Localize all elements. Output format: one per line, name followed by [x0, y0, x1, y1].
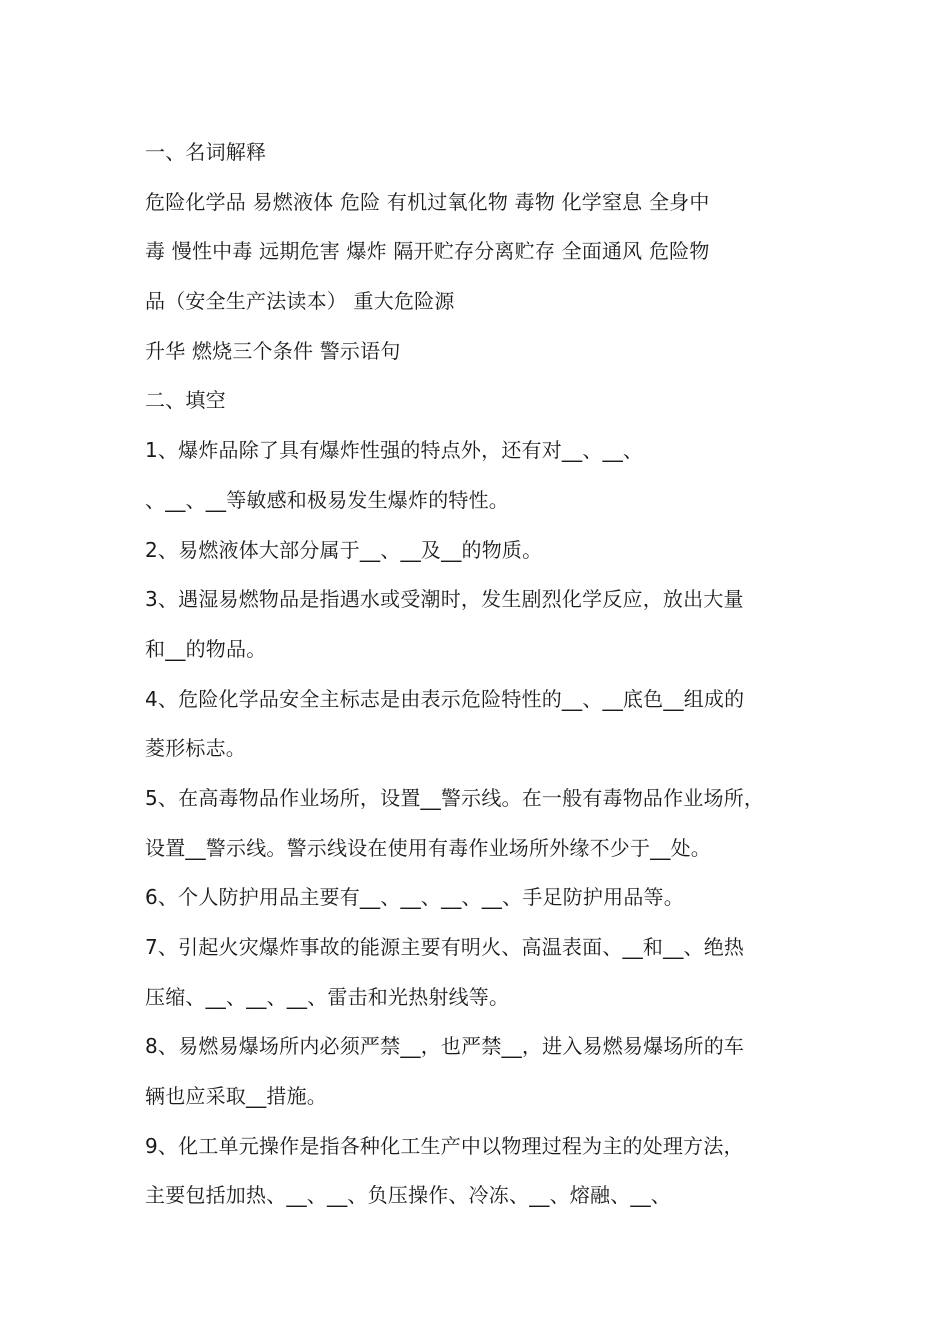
document-body: [145, 130, 825, 1223]
question-line: 、__、__等敏感和极易发生爆炸的特性。: [145, 487, 509, 512]
question-line: 辆也应采取__措施。: [145, 1084, 327, 1109]
question-line: 1、爆炸品除了具有爆炸性强的特点外，还有对__、__、: [145, 438, 644, 463]
question-line: 菱形标志。: [145, 736, 246, 761]
question-line: 压缩、__、__、__、雷击和光热射线等。: [145, 984, 510, 1009]
question-line: 2、易燃液体大部分属于__、__及__的物质。: [145, 537, 543, 562]
term-list-line: 品（安全生产法读本） 重大危险源: [145, 289, 455, 314]
term-list-line: 危险化学品 易燃液体 危险 有机过氧化物 毒物 化学窒息 全身中: [145, 189, 710, 214]
question-line: 9、化工单元操作是指各种化工生产中以物理过程为主的处理方法，: [145, 1133, 744, 1158]
section-heading-fill-blank: 二、填空: [145, 388, 226, 413]
question-line: 5、在高毒物品作业场所，设置__警示线。在一般有毒物品作业场所，: [145, 785, 765, 810]
question-line: 8、易燃易爆场所内必须严禁__，也严禁__，进入易燃易爆场所的车: [145, 1034, 745, 1059]
question-line: 7、引起火灾爆炸事故的能源主要有明火、高温表面、__和__、绝热: [145, 935, 745, 959]
question-line: 6、个人防护用品主要有__、__、__、__、手足防护用品等。: [145, 885, 684, 910]
question-line: 3、遇湿易燃物品是指遇水或受潮时，发生剧烈化学反应，放出大量: [145, 587, 744, 612]
question-line: 设置__警示线。警示线设在使用有毒作业场所外缘不少于__处。: [145, 835, 711, 860]
question-line: 和__的物品。: [145, 636, 267, 661]
term-list-line: 毒 慢性中毒 远期危害 爆炸 隔开贮存分离贮存 全面通风 危险物: [145, 239, 710, 264]
question-line: 主要包括加热、__、__、负压操作、冷冻、__、熔融、__、: [145, 1183, 671, 1208]
question-line: 4、危险化学品安全主标志是由表示危险特性的__、__底色__组成的: [145, 686, 745, 711]
section-heading-definitions: 一、名词解释: [145, 140, 267, 164]
term-list-line: 升华 燃烧三个条件 警示语句: [145, 338, 401, 363]
